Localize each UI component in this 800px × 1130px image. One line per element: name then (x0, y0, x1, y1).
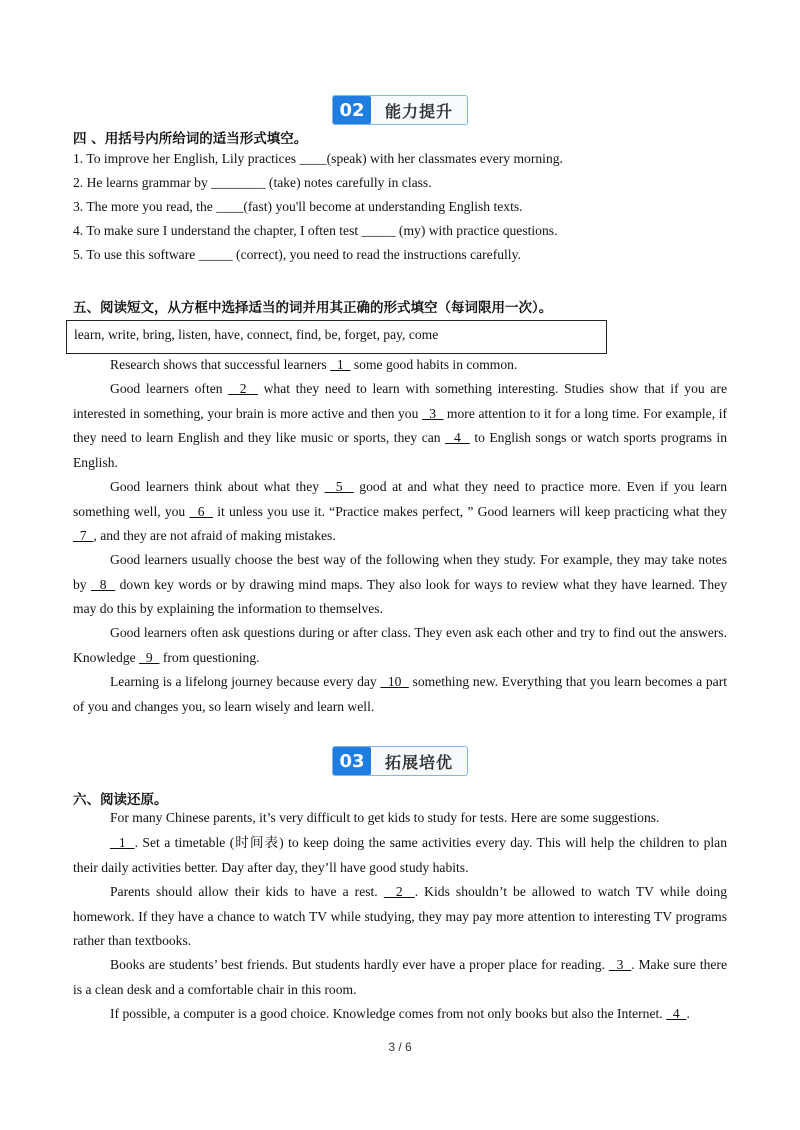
part4-item-2: 2. He learns grammar by ________ (take) notes carefully in class. (73, 175, 432, 190)
word-box (66, 320, 607, 354)
text: what they need to learn with something interesting. Studies show that if you are interested in something, your brain is more active and then you (73, 381, 727, 421)
text: For many Chinese parents, it’s very difficult to get kids to study for tests. Here are some suggestions. (110, 810, 660, 825)
text: . (686, 1006, 690, 1021)
part6-paragraph-5 (73, 1002, 727, 1027)
page-number: 3 / 6 (388, 1040, 412, 1054)
section-number: 03 (333, 747, 371, 775)
blank-4: 4 (666, 1006, 687, 1021)
part4-heading: 四 、用括号内所给词的适当形式填空。 (73, 131, 308, 147)
text: Books are students’ best friends. But students hardly ever have a proper place for reading. (110, 957, 609, 972)
text: down key words or by drawing mind maps. They also look for ways to review what they have learned. They may do this by explaining the information to themselves. (73, 576, 727, 616)
section-badge-02 (332, 95, 468, 125)
blank-1: 1 (330, 357, 351, 372)
text: . Make sure there is a clean desk and a comfortable chair in this room. (73, 957, 727, 997)
text: to English songs or watch sports programs in English. (73, 430, 727, 470)
blank-9: 9 (139, 649, 160, 665)
part5-heading: 五、阅读短文，从方框中选择适当的词并用其正确的形式填空（每词限用一次）。 (73, 300, 553, 316)
part4-item-5: 5. To use this software _____ (correct), you need to read the instructions carefully. (73, 247, 521, 262)
text: Research shows that successful learners (110, 357, 331, 372)
text: , and they are not afraid of making mistakes. (93, 528, 336, 543)
part6-paragraph-3 (73, 880, 727, 954)
word-box-text: learn, write, bring, listen, have, connect, find, be, forget, pay, come (74, 327, 439, 342)
text: . Set a timetable (时间表) to keep doing the same activities every day. This will help the children to plan their daily activities better. Day after day, they’ll have good study habits. (73, 835, 728, 875)
text: more attention to it for a long time. For example, if they need to learn English and they like music or sports, they can (73, 405, 728, 445)
blank-1: 1 (110, 835, 135, 850)
part6-paragraph-1 (73, 806, 727, 831)
part5-paragraph-6 (73, 670, 727, 719)
text: something new. Everything that you learn becomes a part of you and changes you, so learn wisely and learn well. (73, 674, 728, 714)
text: good at and what they need to practice more. Even if you learn something well, you (73, 479, 727, 519)
text: from questioning. (159, 649, 260, 665)
text: some good habits in common. (350, 357, 518, 372)
part5-paragraph-1 (73, 353, 727, 378)
part4-item-3: 3. The more you read, the ____(fast) you'll become at understanding English texts. (73, 199, 523, 214)
text: If possible, a computer is a good choice. Knowledge comes from not only books but also the Internet. (110, 1006, 667, 1021)
blank-3: 3 (608, 957, 632, 972)
blank-2: 2 (228, 381, 258, 396)
text: Good learners think about what they (110, 479, 325, 494)
part5-paragraph-2 (73, 377, 727, 475)
section-badge-03 (332, 746, 468, 776)
blank-3: 3 (422, 405, 444, 421)
part5-paragraph-5 (73, 621, 727, 670)
part4-item-1: 1. To improve her English, Lily practices ____(speak) with her classmates every morning. (73, 151, 563, 166)
section-title: 能力提升 (384, 101, 453, 121)
part6-paragraph-2 (73, 831, 727, 880)
text: Learning is a lifelong journey because every day (110, 674, 381, 689)
blank-10: 10 (380, 674, 409, 689)
blank-5: 5 (324, 479, 354, 494)
section-number: 02 (333, 96, 371, 124)
blank-7: 7 (73, 528, 94, 543)
text: . Kids shouldn’t be allowed to watch TV while doing homework. If they have a chance to watch TV while studying, they may pay more attention to interesting TV programs rather than textbooks. (73, 884, 728, 948)
section-title: 拓展培优 (384, 752, 453, 772)
part5-paragraph-3 (73, 475, 727, 549)
text: it unless you use it. “Practice makes perfect, ” Good learners will keep practicing what they (213, 503, 728, 519)
blank-8: 8 (90, 576, 116, 592)
text: Good learners often (110, 381, 229, 396)
part4-item-4: 4. To make sure I understand the chapter, I often test _____ (my) with practice questions. (73, 223, 558, 238)
part6-heading: 六、阅读还原。 (73, 792, 168, 808)
blank-4: 4 (445, 430, 470, 445)
text: Good learners usually choose the best way of the following when they study. For example, they may take notes by (73, 552, 727, 592)
blank-2: 2 (383, 884, 415, 899)
text: Parents should allow their kids to have a rest. (110, 884, 384, 899)
blank-6: 6 (189, 503, 213, 519)
part5-paragraph-4 (73, 548, 727, 622)
text: Good learners often ask questions during or after class. They even ask each other and try to find out the answers. Knowledge (73, 625, 727, 665)
part6-paragraph-4 (73, 953, 727, 1002)
